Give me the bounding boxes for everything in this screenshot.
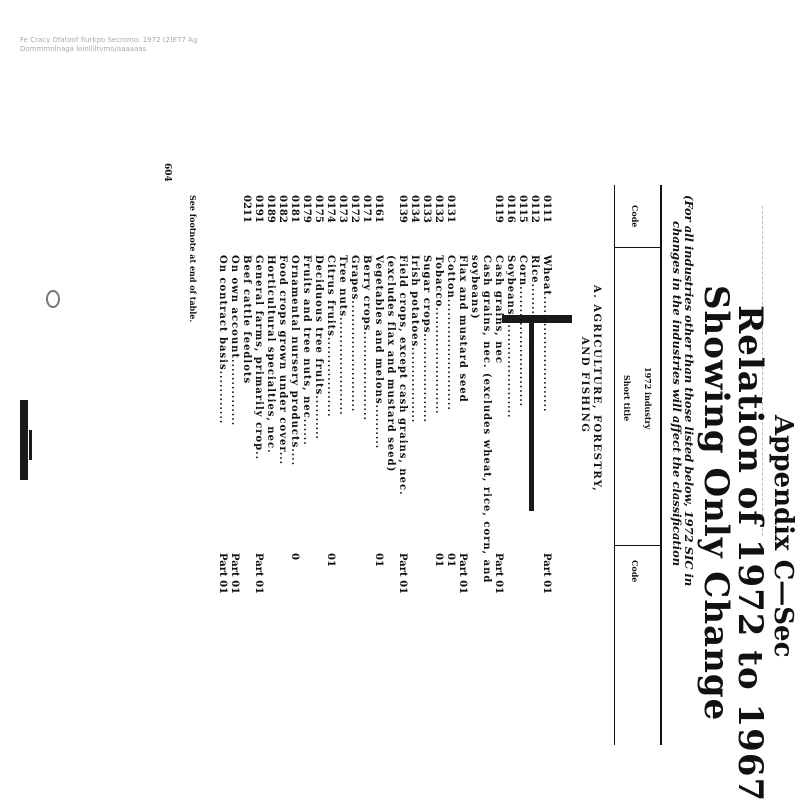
row-code: 0175 <box>313 195 324 223</box>
table-header-rule <box>614 185 615 745</box>
row-title: Beef cattle feedlots <box>241 255 252 385</box>
row-title: Deciduous tree fruits.......... <box>313 255 324 441</box>
row-title: On contract basis............ <box>217 255 228 425</box>
row-code: 0181 <box>289 195 300 223</box>
row-title: Horticultural specialties, nec. <box>265 255 276 454</box>
column-divider <box>614 545 660 546</box>
column-header-code-right: Code <box>630 560 640 583</box>
row-right: Part 01 <box>397 553 408 595</box>
row-code: 0116 <box>505 195 516 223</box>
row-code: 0174 <box>325 195 336 223</box>
row-code: 0211 <box>241 195 252 223</box>
row-right: 01 <box>433 553 444 567</box>
row-code: 0119 <box>493 195 504 223</box>
row-code: 0189 <box>265 195 276 223</box>
row-right: 01 <box>445 553 456 567</box>
document-title: Relation of 1972 to 1967 <box>730 305 770 802</box>
row-code: 0112 <box>529 195 540 223</box>
row-code: 0173 <box>337 195 348 223</box>
row-title: Fruits and tree nuts, nec...... <box>301 255 312 446</box>
scan-header <box>20 36 460 54</box>
row-title: Flax and mustard seed <box>457 255 468 403</box>
table-top-rule <box>660 185 662 745</box>
row-right: 0 <box>289 553 300 560</box>
column-header-short-title: Short title <box>622 375 632 422</box>
row-right: 01 <box>325 553 336 567</box>
row-title: Berry crops.................... <box>361 255 372 421</box>
scan-header-line: Fe Cracy Ofatoof fiurkpo Secromo: 1972 (2)ET7 Ag <box>20 36 198 44</box>
row-code: 0134 <box>409 195 420 223</box>
row-title: Wheat.......................... <box>541 255 552 413</box>
rotated-document-page <box>150 155 800 802</box>
row-title: Vegetables and melons.......... <box>373 255 384 450</box>
row-title: soybeans) <box>469 255 480 320</box>
row-title: Citrus fruits.................. <box>325 255 336 418</box>
column-header-industry: 1972 industry <box>643 367 653 430</box>
note-line: changes in the industries will affect the classification <box>670 221 684 567</box>
row-title: Corn........................... <box>517 255 528 408</box>
appendix-title: Appendix C—Sec <box>768 415 798 658</box>
document-subtitle: Showing Only Change <box>696 285 736 722</box>
column-header-code: Code <box>630 205 640 228</box>
row-code: 0133 <box>421 195 432 223</box>
row-code: 0191 <box>253 195 264 223</box>
row-title: Irish potatoes................. <box>409 255 420 424</box>
spine-mark <box>29 430 32 460</box>
row-title: Cotton......................... <box>445 255 456 411</box>
row-title: Grapes......................... <box>349 255 360 413</box>
row-title: Cash grains, nec. (excludes wheat, rice, corn, and <box>481 255 492 584</box>
row-code: 0182 <box>277 195 288 223</box>
row-title: Soybeans....................... <box>505 255 516 419</box>
row-right: 01 <box>373 553 384 567</box>
row-title: (excludes flax and mustard seed) <box>385 255 396 473</box>
row-right: Part 01 <box>217 553 228 595</box>
footnote: See footnote at end of table. <box>188 195 198 323</box>
row-code: 0139 <box>397 195 408 223</box>
row-code: 0179 <box>301 195 312 223</box>
row-title: Food crops grown under cover... <box>277 255 288 466</box>
column-divider <box>614 247 660 248</box>
row-title: Cash grains, nec <box>493 255 504 364</box>
row-code: 0172 <box>349 195 360 223</box>
scan-header-line: Dommmnlnaga loinlllltvmo/aaaaaas <box>20 45 147 53</box>
row-right: Part 01 <box>493 553 504 595</box>
row-title: General farms, primarily crop.. <box>253 255 264 461</box>
page-number: 604 <box>162 163 172 182</box>
row-title: Tree nuts...................... <box>337 255 348 416</box>
row-title: Sugar crops.................... <box>421 255 432 423</box>
row-title: Field crops, except cash grains, nec. <box>397 255 408 496</box>
row-code: 0132 <box>433 195 444 223</box>
spine-mark <box>20 400 28 480</box>
row-title: Tobacco........................ <box>433 255 444 415</box>
row-title: Rice........................... <box>529 255 540 405</box>
row-right: Part 01 <box>229 553 240 595</box>
row-code: 0111 <box>541 195 552 223</box>
section-title: AND FISHING <box>579 337 590 434</box>
row-code: 0171 <box>361 195 372 223</box>
punch-hole <box>46 290 60 308</box>
row-title: Ornamental nursery products.... <box>289 255 300 467</box>
row-right: Part 01 <box>541 553 552 595</box>
row-code: 0131 <box>445 195 456 223</box>
row-code: 0161 <box>373 195 384 223</box>
row-right: Part 01 <box>253 553 264 595</box>
section-title: A. AGRICULTURE, FORESTRY, <box>591 285 602 493</box>
note-line: (For all industries other than those listed below, 1972 SIC in <box>682 195 696 587</box>
row-code: 0115 <box>517 195 528 223</box>
row-title: On own account............... <box>229 255 240 427</box>
row-right: Part 01 <box>457 553 468 595</box>
